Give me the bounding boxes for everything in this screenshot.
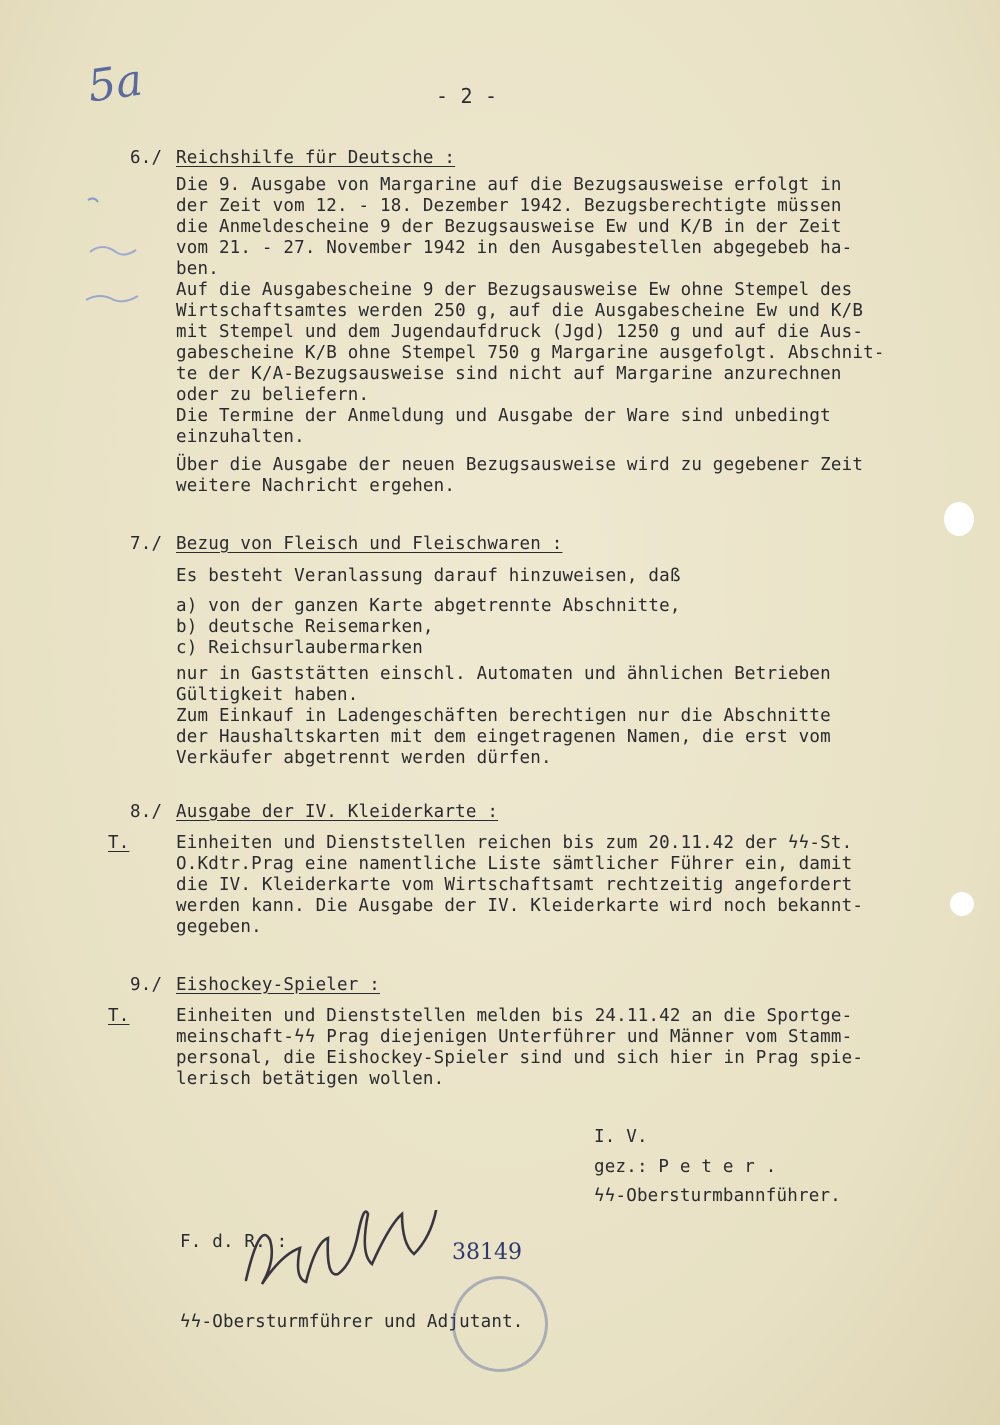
section-6-line: oder zu beliefern. — [176, 385, 370, 405]
section-8-line: Einheiten und Dienststellen reichen bis zum 20.11.42 der ϟϟ-St. — [176, 833, 853, 853]
section-9-marker: T. — [108, 1006, 130, 1026]
section-8-heading: Ausgabe der IV. Kleiderkarte : — [176, 802, 499, 822]
section-6-line: die Anmeldescheine 9 der Bezugsausweise Ew und K/B in der Zeit — [176, 217, 842, 237]
section-6-line: mit Stempel und dem Jugendaufdruck (Jgd) 1250 g und auf die Aus- — [176, 322, 864, 342]
section-7-line: nur in Gaststätten einschl. Automaten und ähnlichen Betrieben — [176, 664, 831, 684]
page-number: - 2 - — [436, 84, 498, 108]
section-7-line: Zum Einkauf in Ladengeschäften berechtigen nur die Abschnitte — [176, 706, 831, 726]
signature-iv: I. V. — [594, 1127, 648, 1147]
section-6-line: Die 9. Ausgabe von Margarine auf die Bezugsausweise erfolgt in — [176, 175, 842, 195]
section-9-line: personal, die Eishockey-Spieler sind und sich hier in Prag spie- — [176, 1048, 864, 1068]
stamp-number: 38149 — [452, 1240, 522, 1265]
section-8-line: gegeben. — [176, 917, 262, 937]
signature-gez: gez.: P e t e r . — [594, 1157, 777, 1177]
section-7-number: 7./ — [130, 534, 163, 554]
section-7-line: der Haushaltskarten mit dem eingetragenen Namen, die erst vom — [176, 727, 831, 747]
section-7-line: Gültigkeit haben. — [176, 685, 359, 705]
section-9-line: Einheiten und Dienststellen melden bis 24.11.42 an die Sportge- — [176, 1006, 853, 1026]
fdr-title: ϟϟ-Obersturmführer und Adjutant. — [180, 1312, 524, 1332]
punch-hole — [950, 892, 974, 916]
section-6-line: vom 21. - 27. November 1942 in den Ausgabestellen abgegebeb ha- — [176, 238, 853, 258]
section-8-line: werden kann. Die Ausgabe der IV. Kleiderkarte wird noch bekannt- — [176, 896, 864, 916]
handwritten-signature — [236, 1210, 466, 1300]
section-8-marker: T. — [108, 833, 130, 853]
section-8-line: O.Kdtr.Prag eine namentliche Liste sämtlicher Führer ein, damit — [176, 854, 853, 874]
round-stamp — [452, 1276, 548, 1372]
section-6-heading: Reichshilfe für Deutsche : — [176, 148, 456, 168]
section-6-line: Auf die Ausgabescheine 9 der Bezugsausweise Ew ohne Stempel des — [176, 280, 853, 300]
section-6-line: Die Termine der Anmeldung und Ausgabe der Ware sind unbedingt — [176, 406, 831, 426]
margin-scribble-marks — [80, 190, 160, 320]
section-7-item: a) von der ganzen Karte abgetrennte Abschnitte, — [176, 596, 681, 616]
section-7-item: c) Reichsurlaubermarken — [176, 638, 423, 658]
section-6-line: der Zeit vom 12. - 18. Dezember 1942. Bezugsberechtigte müssen — [176, 196, 842, 216]
section-6-line: ben. — [176, 259, 219, 279]
section-6-line: Wirtschaftsamtes werden 250 g, auf die Ausgabescheine Ew und K/B — [176, 301, 864, 321]
margin-scribble — [80, 190, 160, 320]
section-9-line: meinschaft-ϟϟ Prag diejenigen Unterführer und Männer vom Stamm- — [176, 1027, 853, 1047]
section-6-line: einzuhalten. — [176, 427, 305, 447]
section-7-line: Verkäufer abgetrennt werden dürfen. — [176, 748, 552, 768]
section-9-heading: Eishockey-Spieler : — [176, 975, 380, 995]
section-6-line: weitere Nachricht ergehen. — [176, 476, 456, 496]
handwritten-signature-strokes — [236, 1210, 466, 1300]
section-9-line: lerisch betätigen wollen. — [176, 1069, 445, 1089]
section-7-heading: Bezug von Fleisch und Fleischwaren : — [176, 534, 563, 554]
section-7-intro: Es besteht Veranlassung darauf hinzuweisen, daß — [176, 566, 681, 586]
fdr-label: F. d. R. : — [180, 1232, 288, 1252]
punch-hole — [944, 502, 974, 536]
section-6-number: 6./ — [130, 148, 163, 168]
section-6-line: gabescheine K/B ohne Stempel 750 g Margarine ausgefolgt. Abschnit- — [176, 343, 885, 363]
section-7-item: b) deutsche Reisemarken, — [176, 617, 434, 637]
section-6-line: te der K/A-Bezugsausweise sind nicht auf Margarine anzurechnen — [176, 364, 842, 384]
signature-rank: ϟϟ-Obersturmbannführer. — [594, 1186, 841, 1206]
handwritten-annotation: 5a — [84, 54, 146, 113]
section-6-line: Über die Ausgabe der neuen Bezugsausweise wird zu gegebener Zeit — [176, 455, 864, 475]
section-9-number: 9./ — [130, 975, 163, 995]
section-8-number: 8./ — [130, 802, 163, 822]
section-8-line: die IV. Kleiderkarte vom Wirtschaftsamt rechtzeitig angefordert — [176, 875, 853, 895]
